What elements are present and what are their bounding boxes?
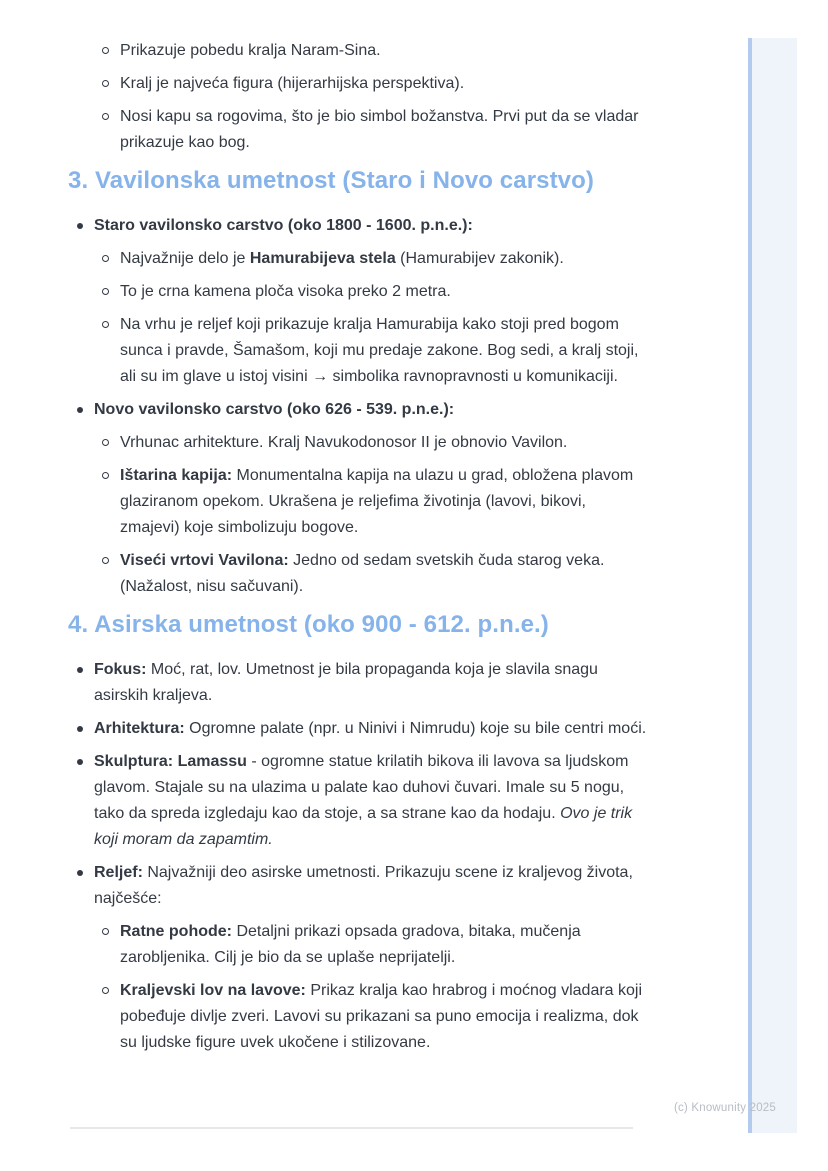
text-run: Staro vavilonsko carstvo (oko 1800 - 1600. p.n.e.):: [94, 217, 473, 234]
text-run: Kraljevski lov na lavove: Prikaz kralja kao hrabrog i moćnog vladara koji pobeđuje divlje zveri. Lavovi su prikazani sa puno emocija i realizma, dok su ljudske figure uvek ukočene i stilizovane.: [120, 982, 643, 1051]
section-heading: [68, 166, 648, 196]
list-item: [68, 657, 648, 709]
list-item: [68, 213, 648, 239]
text-run: Viseći vrtovi Vavilona: Jedno od sedam svetskih čuda starog veka. (Nažalost, nisu sačuvani).: [120, 552, 605, 595]
text-run: Skulptura: Lamassu - ogromne statue krilatih bikova ili lavova sa ljudskom glavom. Stajale su na ulazima u palate kao duhovi čuvari. Imale su 5 nogu, tako da spreda izgledaju kao da stoje, a sa strane kao da hodaju. Ovo je trik koji moram da zapamtim.: [94, 753, 633, 848]
text-run: Arhitektura: Ogromne palate (npr. u Ninivi i Nimrudu) koje su bile centri moći.: [94, 720, 647, 737]
page-divider: [70, 1127, 633, 1129]
list-item: [68, 38, 648, 64]
bullet-disc-icon: [77, 870, 83, 876]
list-item: [68, 749, 648, 853]
text-run: Fokus: Moć, rat, lov. Umetnost je bila propaganda koja je slavila snagu asirskih kraljeva.: [94, 661, 598, 704]
list-item: [68, 860, 648, 912]
bullet-disc-icon: [77, 407, 83, 413]
list-item: [68, 246, 648, 272]
text-run: Reljef: Najvažniji deo asirske umetnosti. Prikazuju scene iz kraljevog života, najčešće:: [94, 864, 633, 907]
text-run: Novo vavilonsko carstvo (oko 626 - 539. p.n.e.):: [94, 401, 455, 418]
text-run: Prikazuje pobedu kralja Naram-Sina.: [120, 42, 381, 59]
bullet-circle-icon: [102, 288, 109, 295]
text-run: To je crna kamena ploča visoka preko 2 metra.: [120, 283, 451, 300]
bullet-disc-icon: [77, 223, 83, 229]
text-run: Kralj je najveća figura (hijerarhijska perspektiva).: [120, 75, 465, 92]
bullet-circle-icon: [102, 987, 109, 994]
bullet-circle-icon: [102, 557, 109, 564]
bullet-circle-icon: [102, 80, 109, 87]
list-item: [68, 312, 648, 390]
list-item: [68, 104, 648, 156]
bullet-disc-icon: [77, 759, 83, 765]
bullet-circle-icon: [102, 47, 109, 54]
list-item: [68, 430, 648, 456]
text-run: Ratne pohode: Detaljni prikazi opsada gradova, bitaka, mučenja zarobljenika. Cilj je bio da se uplaše neprijatelji.: [120, 923, 581, 966]
text-run: Ištarina kapija: Monumentalna kapija na ulazu u grad, obložena plavom glaziranom opekom. Ukrašena je reljefima životinja (lavovi, bikovi, zmajevi) koje simbolizuju bogove.: [120, 467, 634, 536]
bullet-disc-icon: [77, 667, 83, 673]
bullet-disc-icon: [77, 726, 83, 732]
list-item: [68, 463, 648, 541]
text-run: Nosi kapu sa rogovima, što je bio simbol božanstva. Prvi put da se vladar prikazuje kao bog.: [120, 108, 639, 151]
text-run: 4. Asirska umetnost (oko 900 - 612. p.n.e.): [68, 611, 549, 638]
text-run: Vrhunac arhitekture. Kralj Navukodonosor II je obnovio Vavilon.: [120, 434, 568, 451]
document-content: [68, 38, 648, 1063]
watermark: (c) Knowunity 2025: [673, 1102, 776, 1114]
list-item: [68, 919, 648, 971]
bullet-circle-icon: [102, 321, 109, 328]
list-item: [68, 548, 648, 600]
text-run: Najvažnije delo je Hamurabijeva stela (Hamurabijev zakonik).: [120, 250, 564, 267]
list-item: [68, 279, 648, 305]
text-run: 3. Vavilonska umetnost (Staro i Novo carstvo): [68, 167, 594, 194]
bullet-circle-icon: [102, 472, 109, 479]
page-edge-highlight: [748, 38, 797, 1133]
section-heading: [68, 610, 648, 640]
bullet-circle-icon: [102, 439, 109, 446]
list-item: [68, 397, 648, 423]
list-item: [68, 716, 648, 742]
bullet-circle-icon: [102, 113, 109, 120]
list-item: [68, 71, 648, 97]
text-run: Na vrhu je reljef koji prikazuje kralja Hamurabija kako stoji pred bogom sunca i pravde, Šamašom, koji mu predaje zakone. Bog sedi, a kralj stoji, ali su im glave u istoj visini → simbolika ravnopravnosti u komunikaciji.: [120, 316, 639, 385]
bullet-circle-icon: [102, 928, 109, 935]
list-item: [68, 978, 648, 1056]
bullet-circle-icon: [102, 255, 109, 262]
